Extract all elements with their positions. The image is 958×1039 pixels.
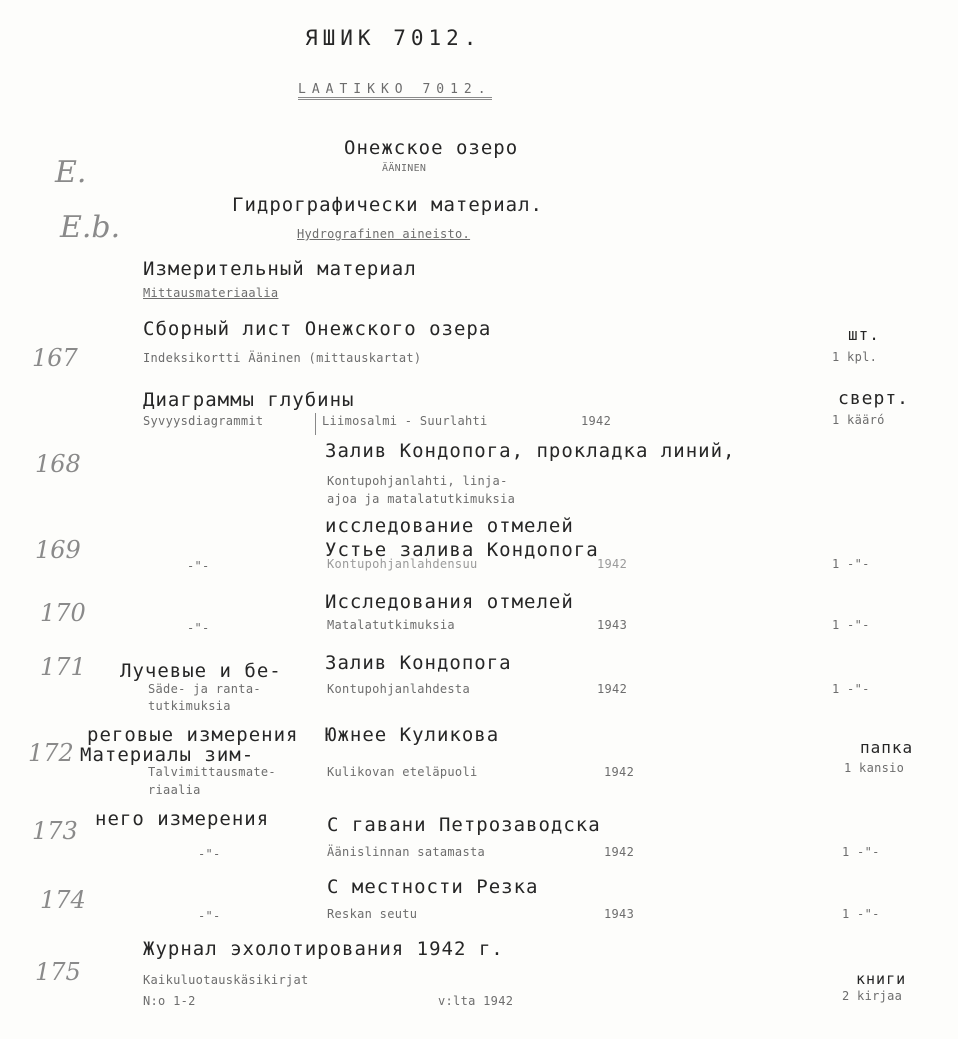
item-unit-fi: 1 kansio — [844, 761, 905, 775]
group-label-fi: Talvimittausmate- — [148, 765, 276, 779]
group-label-ru: Материалы зим- — [80, 744, 255, 766]
item-title-fi: Kontupohjanlahdesta — [327, 682, 470, 696]
item-title-fi: Matalatutkimuksia — [327, 618, 455, 632]
bracket-line — [315, 413, 316, 435]
item-number: 173 — [32, 817, 78, 845]
item-unit-fi: 2 kirjaa — [842, 989, 903, 1003]
lake-title-fi: ÄÄNINEN — [382, 163, 427, 174]
item-number: 174 — [40, 886, 86, 914]
item-year: 1942 — [581, 414, 612, 428]
item-number: 175 — [35, 958, 81, 986]
item-title-fi: Kulikovan eteläpuoli — [327, 765, 478, 779]
item-year: 1943 — [604, 907, 635, 921]
lake-title-ru: Онежское озеро — [344, 137, 519, 159]
item-title-fi: ajoa ja matalatutkimuksia — [327, 492, 516, 506]
item-unit-fi: 1 kpl. — [832, 350, 878, 364]
item-title-fi: Indeksikortti Ääninen (mittauskartat) — [143, 351, 422, 365]
item-title-ru: Южнее Куликова — [325, 724, 500, 746]
item-title-fi: Reskan seutu — [327, 907, 418, 921]
item-unit-ru: шт. — [848, 325, 880, 344]
item-number: 168 — [35, 450, 81, 478]
section-title-ru: Гидрографически материал. — [232, 194, 543, 216]
item-title-fi: N:o 1-2 — [143, 994, 196, 1008]
item-unit: 1 -"- — [842, 845, 880, 859]
group-label-fi: riaalia — [148, 783, 201, 797]
item-title-ru: Диаграммы глубины — [143, 389, 355, 411]
item-unit-fi: 1 kääró — [832, 413, 885, 427]
item-title-fi: Äänislinnan satamasta — [327, 845, 486, 859]
item-title-fi: Kaikuluotauskäsikirjat — [143, 973, 309, 987]
item-unit: 1 -"- — [832, 618, 870, 632]
item-unit-ru: книги — [856, 970, 907, 988]
item-number: 170 — [40, 599, 86, 627]
section-title-fi: Hydrografinen aineisto. — [297, 227, 471, 241]
item-year: 1942 — [604, 765, 635, 779]
item-title-fi: v:lta 1942 — [438, 994, 514, 1008]
item-number: 171 — [40, 653, 86, 681]
item-title-ru: С гавани Петрозаводска — [327, 814, 601, 836]
item-number: 169 — [35, 536, 81, 564]
group-label-fi: Säde- ja ranta- — [148, 682, 261, 696]
item-title-ru: Журнал эхолотирования 1942 г. — [143, 938, 504, 960]
item-title-ru: Залив Кондопога — [325, 652, 512, 674]
ditto-mark: -"- — [198, 847, 221, 861]
group-label-ru: реговые измерения — [87, 724, 299, 746]
item-year: 1942 — [597, 557, 628, 571]
group-label-ru: Лучевые и бе- — [120, 660, 282, 682]
group-label-fi: tutkimuksia — [148, 699, 231, 713]
item-title-fi: Kontupohjanlahdensuu — [327, 557, 478, 571]
margin-note-1: E. — [55, 155, 87, 190]
ditto-mark: -"- — [187, 621, 210, 635]
item-title-ru: Исследования отмелей — [325, 591, 574, 613]
page-title-fi: LAATIKKO 7012. — [298, 83, 492, 100]
item-unit: 1 -"- — [842, 907, 880, 921]
item-number: 172 — [28, 739, 74, 767]
subsection-title-fi: Mittausmateriaalia — [143, 286, 279, 300]
item-unit-ru: сверт. — [838, 388, 910, 409]
subsection-title-ru: Измерительный материал — [143, 258, 417, 280]
item-unit: 1 -"- — [832, 682, 870, 696]
item-title-ru: исследование отмелей — [325, 515, 574, 537]
item-title-fi: Syvyysdiagrammit — [143, 414, 264, 428]
item-title-ru: Устье залива Кондопога — [325, 539, 599, 561]
item-year: 1942 — [604, 845, 635, 859]
item-title-ru: Залив Кондопога, прокладка линий, — [325, 440, 736, 462]
item-number: 167 — [32, 344, 78, 372]
item-unit-ru: папка — [860, 738, 914, 757]
item-title-ru: С местности Резка — [327, 876, 539, 898]
item-subtitle-fi: Liimosalmi - Suurlahti — [322, 414, 488, 428]
ditto-mark: -"- — [187, 559, 210, 573]
margin-note-2: E.b. — [60, 210, 121, 245]
ditto-mark: -"- — [198, 909, 221, 923]
item-year: 1943 — [597, 618, 628, 632]
item-title-fi: Kontupohjanlahti, linja- — [327, 474, 508, 488]
group-label-ru: него измерения — [95, 808, 270, 830]
item-unit: 1 -"- — [832, 557, 870, 571]
page-title-ru: ЯШИК 7012. — [305, 26, 482, 50]
item-title-ru: Сборный лист Онежского озера — [143, 318, 492, 340]
item-year: 1942 — [597, 682, 628, 696]
